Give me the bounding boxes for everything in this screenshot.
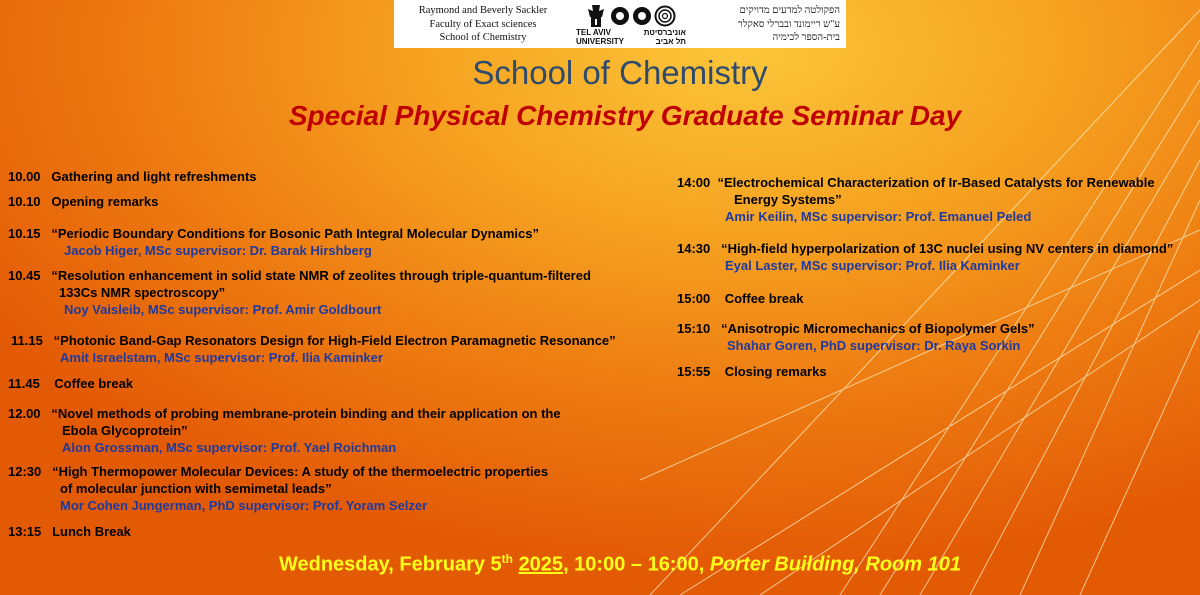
item-speaker: Mor Cohen Jungerman, PhD supervisor: Prof. Yoram Selzer [60,498,428,513]
event-time: , 10:00 – 16:00, [563,553,710,576]
item-title: Opening remarks [51,194,159,209]
schedule-item [677,174,1155,225]
item-title: Coffee break [54,376,134,391]
item-time: 15:00 [677,291,711,306]
schedule-item [8,168,257,185]
item-time: 13:15 [8,524,42,539]
logo-text-hebrew [632,28,686,46]
item-title: Gathering and light refreshments [51,169,257,184]
logo-line: תל אביב [655,37,686,46]
schedule-item [8,225,539,259]
schedule-item [11,332,616,366]
item-speaker: Noy Vaisleib, MSc supervisor: Prof. Amir Goldbourt [64,302,382,317]
item-speaker: Alon Grossman, MSc supervisor: Prof. Yael Roichman [62,440,397,455]
item-time: 10.45 [8,268,41,283]
header-line: Raymond and Beverly Sackler [418,5,548,16]
header-line: ע"ש ריימונד ובברלי סאקלר [737,18,840,30]
item-time: 10.00 [8,169,41,184]
event-location: Porter Building, Room 101 [709,553,961,576]
item-time: 10.15 [8,226,41,241]
item-time: 11.15 [11,333,43,348]
page-title: School of Chemistry [472,54,768,91]
faculty-name-hebrew [692,4,840,45]
item-title: “Novel methods of probing membrane-protein binding and their application on the [51,406,561,421]
item-title-continued: Energy Systems” [734,192,842,207]
item-title: “Photonic Band-Gap Resonators Design for High-Field Electron Paramagnetic Resonance” [53,333,616,348]
schedule-item [8,405,561,456]
item-time: 14:30 [677,241,711,256]
item-title: “Periodic Boundary Conditions for Bosonic Path Integral Molecular Dynamics” [51,226,539,241]
event-year: 2025 [518,553,564,576]
header-banner [394,0,846,48]
item-time: 15:55 [677,364,711,379]
logo-line: UNIVERSITY [576,37,625,46]
item-speaker: Amit Israelstam, MSc supervisor: Prof. Ilia Kaminker [60,350,383,365]
item-speaker: Eyal Laster, MSc supervisor: Prof. Ilia Kaminker [725,258,1020,273]
item-title: “Resolution enhancement in solid state NMR of zeolites through triple-quantum-filtered [51,268,591,283]
item-title: “Electrochemical Characterization of Ir-Based Catalysts for Renewable [717,175,1155,190]
schedule-item [8,463,548,514]
item-speaker: Amir Keilin, MSc supervisor: Prof. Emanuel Peled [725,209,1032,224]
schedule-item [8,375,133,392]
faculty-name-english [400,4,566,45]
schedule-item [8,193,158,210]
item-time: 14:00 [677,175,711,190]
item-time: 15:10 [677,321,711,336]
item-speaker: Shahar Goren, PhD supervisor: Dr. Raya Sorkin [727,338,1021,353]
item-title-continued: of molecular junction with semimetal leads” [60,481,332,496]
item-time: 12.00 [8,406,41,421]
header-line: בית-הספר לכימיה [772,32,840,43]
date-suffix: th [501,552,513,566]
item-time: 11.45 [8,376,40,391]
logo-line: אוניברסיטת [643,28,686,37]
item-title: Coffee break [724,291,804,306]
logo-line: TEL AVIV [576,28,611,37]
schedule-item [8,523,131,540]
item-title-continued: 133Cs NMR spectroscopy” [59,285,226,300]
item-title: Closing remarks [724,364,827,379]
schedule-item [677,240,1173,274]
item-title-continued: Ebola Glycoprotein” [62,423,188,438]
header-line: הפקולטה למדעים מדויקים [739,5,840,16]
schedule-item [677,290,803,307]
schedule-item [677,320,1035,354]
item-speaker: Jacob Higer, MSc supervisor: Dr. Barak Hirshberg [64,243,372,258]
header-line: School of Chemistry [439,32,527,43]
item-title: “Anisotropic Micromechanics of Biopolymer Gels” [721,321,1035,336]
item-time: 12:30 [8,464,42,479]
event-date-location [0,552,1200,577]
schedule-item [677,363,827,380]
page-subtitle: Special Physical Chemistry Graduate Seminar Day [288,100,962,131]
item-title: Lunch Break [52,524,131,539]
event-day: Wednesday, February 5 [278,553,502,576]
item-time: 10.10 [8,194,41,209]
item-title: “High Thermopower Molecular Devices: A study of the thermoelectric properties [52,464,549,479]
logo-text-english [576,28,630,46]
header-line: Faculty of Exact sciences [429,18,537,30]
item-title: “High-field hyperpolarization of 13C nuclei using NV centers in diamond” [721,241,1174,256]
schedule-item [8,267,591,318]
